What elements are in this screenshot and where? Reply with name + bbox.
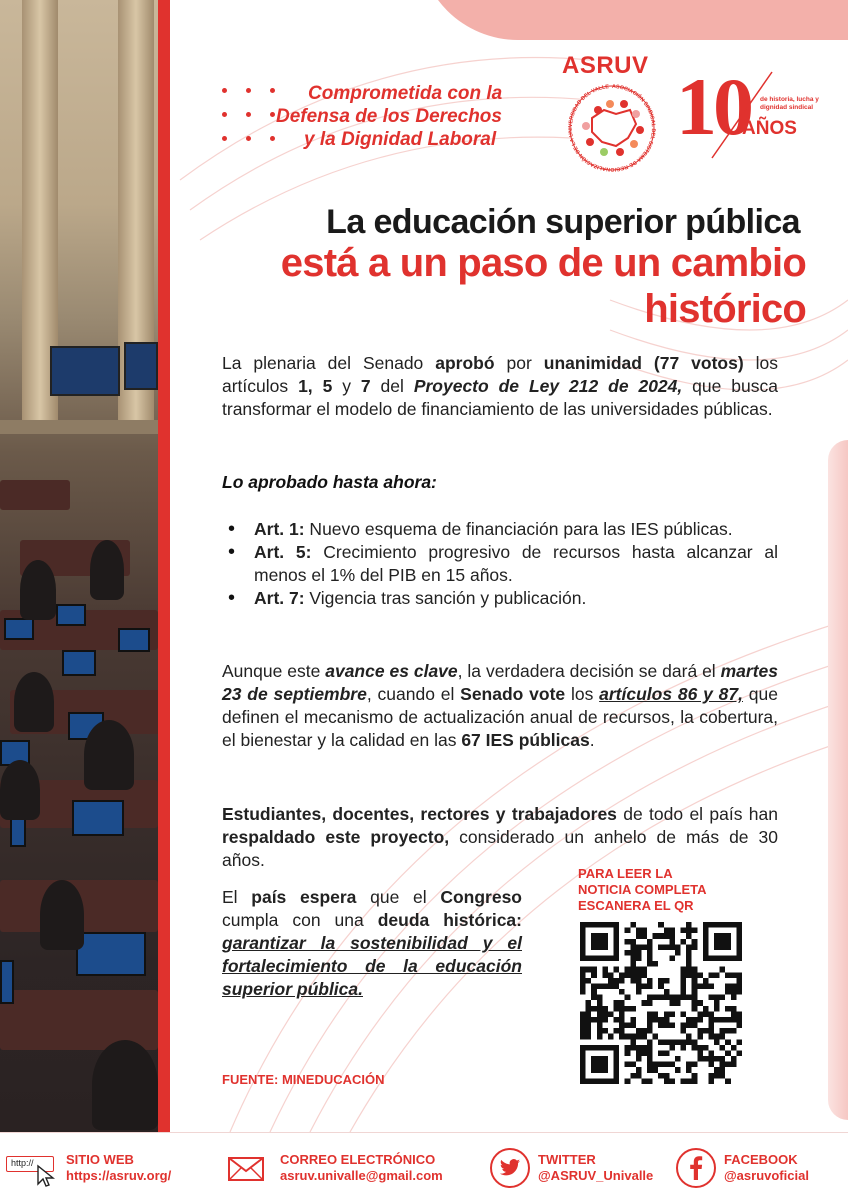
footer-website[interactable] [6,1143,171,1193]
articles-list [250,518,778,610]
twitter-label: TWITTER [538,1152,596,1167]
headline-line-1: La educación superior pública [326,203,800,241]
approved-heading: Lo aprobado hasta ahora: [222,472,437,492]
anniversary-subtext: de historia, lucha y dignidad sindical [760,96,819,111]
tagline [268,82,548,151]
footer-facebook[interactable] [676,1143,809,1193]
asruv-logo-text: ASRUV [562,52,649,79]
headline-red [180,240,806,332]
headline-line-3: histórico [644,287,806,331]
list-item: • Art. 5: Crecimiento progresivo de recursos hasta alcanzar al menos el 1% del PIB en 15 años. [250,541,778,587]
accent-bar [158,0,170,1132]
tagline-line: y la Dignidad Laboral [304,129,497,150]
source-label: FUENTE: MINEDUCACIÓN [222,1072,385,1087]
tagline-line: Defensa de los Derechos [276,106,502,127]
asruv-seal-icon [556,80,668,172]
website-label: SITIO WEB [66,1152,134,1167]
facebook-label: FACEBOOK [724,1152,798,1167]
twitter-icon [490,1148,530,1188]
anniversary-number: 10 [676,61,750,152]
footer-twitter[interactable] [490,1143,653,1193]
email-link[interactable]: asruv.univalle@gmail.com [280,1168,443,1183]
seal-text: ASOCIACIÓN SINDICAL DEL SISTEMA DE REGIONALIZACIÓN DE LA UNIVERSIDAD DEL VALLE [567,83,656,172]
paragraph-intro: La plenaria del Senado aprobó por unanimidad (77 votos) los artículos 1, 5 y 7 del Proyecto de Ley 212 de 2024, que busca transformar el modelo de financiamiento de las universidades públicas. [222,353,778,419]
twitter-handle[interactable]: @ASRUV_Univalle [538,1168,654,1183]
website-link[interactable]: https://asruv.org/ [66,1168,172,1183]
tagline-line: Comprometida con la [308,83,503,104]
anniversary-years: AÑOS [742,118,797,139]
email-icon [226,1151,266,1185]
qr-code[interactable] [580,922,742,1084]
qr-label: PARA LEER LA NOTICIA COMPLETA ESCANERA EL QR [578,866,707,913]
footer [0,1132,848,1200]
list-item: • Art. 7: Vigencia tras sanción y publicación. [250,587,778,610]
facebook-icon [676,1148,716,1188]
senate-photo [0,0,158,1132]
footer-email[interactable] [226,1143,443,1193]
paragraph-decision: Aunque este avance es clave, la verdadera decisión se dará el martes 23 de septiembre, cuando el Senado vote los artículos 86 y 87, que definen el mecanismo de actualización anual de recursos, la cobertura, el bienestar y la calidad en las 67 IES públicas. [222,661,779,750]
paragraph-expectation: El país espera que el Congreso cumpla con una deuda histórica: garantizar la sostenibilidad y el fortalecimiento de la educación superior pública. [222,887,523,999]
paragraph-support: Estudiantes, docentes, rectores y trabajadores de todo el país han respaldado este proyecto, considerado un anhelo de más de 30 años. [222,804,778,870]
list-item: • Art. 1: Nuevo esquema de financiación para las IES públicas. [250,518,778,541]
email-label: CORREO ELECTRÓNICO [280,1152,436,1167]
facebook-handle[interactable]: @asruvoficial [724,1168,809,1183]
browser-icon: http:// [6,1150,58,1186]
anniversary-badge [676,62,826,162]
headline-line-2: está a un paso de un cambio [280,241,806,285]
